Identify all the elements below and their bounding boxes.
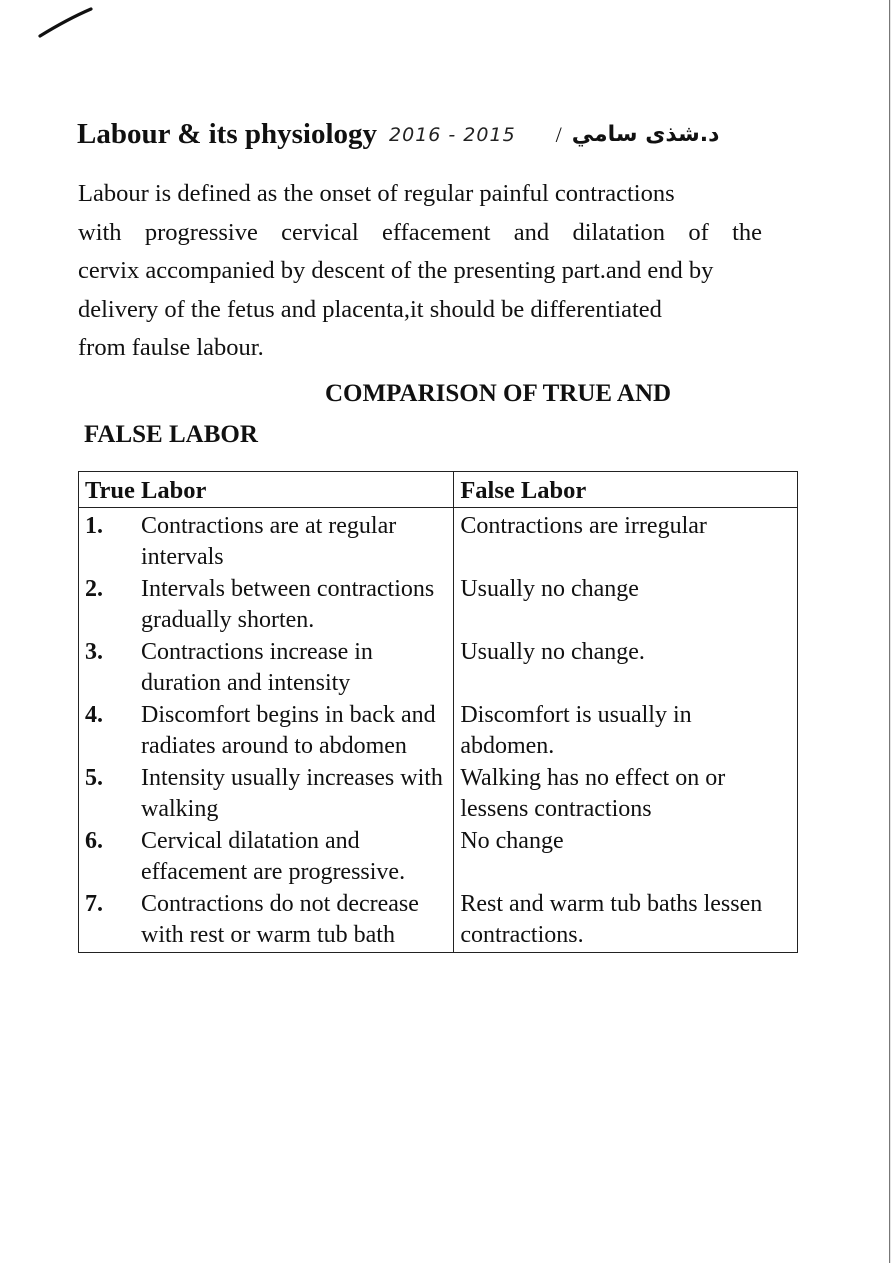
true-labor-text: Contractions increase in duration and intensity <box>141 638 373 696</box>
true-labor-cell <box>79 826 454 889</box>
true-labor-cell <box>79 889 454 953</box>
true-labor-text: Intensity usually increases with walking <box>141 764 443 822</box>
true-labor-cell <box>79 763 454 826</box>
true-labor-text: Contractions do not decrease with rest or warm tub bath <box>141 890 419 948</box>
page-title: Labour & its physiology <box>77 118 378 150</box>
intro-line: Labour is defined as the onset of regular painful contractions <box>78 180 675 207</box>
true-labor-text: Discomfort begins in back and radiates around to abdomen <box>141 701 436 759</box>
false-labor-cell <box>454 826 798 889</box>
intro-line: delivery of the fetus and placenta,it should be differentiated <box>78 295 662 323</box>
title-separator: / <box>555 121 562 147</box>
table-row <box>79 507 798 574</box>
false-labor-text: Rest and warm tub baths lessen contractions. <box>460 890 763 948</box>
pen-stroke-mark <box>38 6 94 40</box>
false-labor-cell <box>454 889 798 953</box>
false-labor-cell <box>454 763 798 826</box>
item-number: 2. <box>85 575 103 602</box>
item-number: 6. <box>85 827 103 854</box>
author-name: د.شذى سامي <box>571 122 720 147</box>
item-number: 4. <box>85 701 103 728</box>
true-labor-cell <box>79 637 454 700</box>
table-row <box>79 637 798 700</box>
false-labor-text: Discomfort is usually in abdomen. <box>460 701 692 759</box>
comparison-heading-line2: FALSE LABOR <box>84 421 258 448</box>
item-number: 3. <box>85 638 103 665</box>
true-labor-text: Intervals between contractions gradually shorten. <box>141 575 435 633</box>
false-labor-cell <box>454 700 798 763</box>
handwritten-years: 2016 - 2015 <box>389 123 516 146</box>
intro-paragraph <box>78 175 790 368</box>
true-labor-text: Cervical dilatation and effacement are progressive. <box>141 827 406 885</box>
table-row <box>79 763 798 826</box>
comparison-heading-line1: COMPARISON OF TRUE AND <box>325 380 672 407</box>
true-labor-cell <box>79 507 454 574</box>
page-title-line <box>77 118 777 162</box>
intro-line: cervix accompanied by descent of the presenting part.and end by <box>78 257 714 284</box>
table-row <box>79 574 798 637</box>
false-labor-text: No change <box>460 827 564 854</box>
false-labor-text: Contractions are irregular <box>460 512 707 539</box>
false-labor-text: Usually no change. <box>460 638 645 665</box>
false-labor-cell <box>454 507 798 574</box>
false-labor-cell <box>454 574 798 637</box>
scan-edge-line <box>889 0 891 1263</box>
table-header-row <box>79 472 798 508</box>
true-labor-cell <box>79 700 454 763</box>
column-header-true-labor: True Labor <box>79 472 454 508</box>
item-number: 7. <box>85 890 103 917</box>
false-labor-text: Walking has no effect on or lessens contractions <box>460 764 726 822</box>
intro-line: with progressive cervical effacement and dilatation of the <box>78 218 762 246</box>
true-labor-cell <box>79 574 454 637</box>
false-labor-cell <box>454 637 798 700</box>
table-row <box>79 700 798 763</box>
false-labor-text: Usually no change <box>460 575 639 602</box>
item-number: 5. <box>85 764 103 791</box>
column-header-false-labor: False Labor <box>454 472 798 508</box>
table-row <box>79 826 798 889</box>
intro-line: from faulse labour. <box>78 334 264 361</box>
item-number: 1. <box>85 512 103 539</box>
true-labor-text: Contractions are at regular intervals <box>141 512 397 570</box>
table-row <box>79 889 798 953</box>
comparison-table <box>78 471 798 953</box>
